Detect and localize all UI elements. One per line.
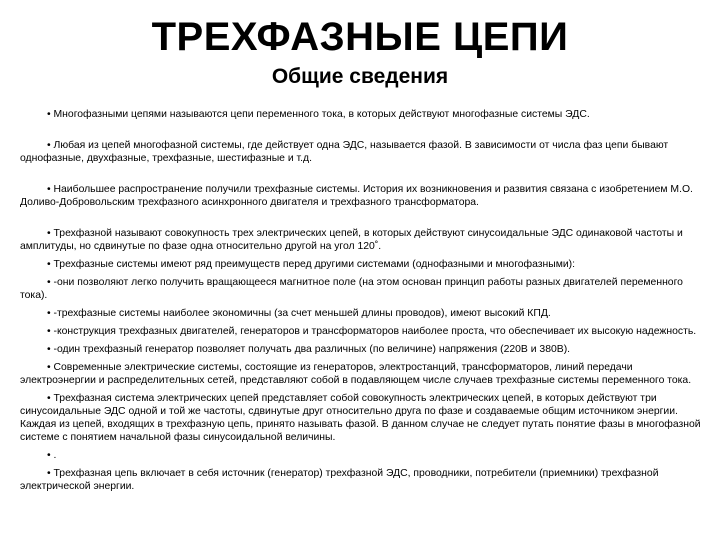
bullet-paragraph: • -один трехфазный генератор позволяет получать два различных (по величине) напряжения (220В и 380В). — [47, 344, 571, 355]
bullet-paragraph: • Современные электрические системы, состоящие из генераторов, электростанций, трансформаторов, линий передачи электроэнергии и распределительных сетей, представляют собой в подавляющем числе случаев трехфазные системы переменного тока. — [20, 362, 692, 386]
bullet-paragraph: • Трехфазные системы имеют ряд преимуществ перед другими системами (однофазными и многофазными): — [47, 259, 576, 270]
bullet-paragraph: • Наибольшее распространение получили трехфазные системы. История их возникновения и развития связана с изобретением М.О. Доливо-Добровольским трехфазного асинхронного двигателя и трехфазного трансформатора. — [20, 184, 693, 208]
bullet-paragraph: • Трехфазная цепь включает в себя источник (генератор) трехфазной ЭДС, проводники, потребители (приемники) трехфазной электрической энергии. — [20, 468, 659, 492]
slide-title: ТРЕХФАЗНЫЕ ЦЕПИ — [151, 15, 569, 59]
bullet-paragraph: • Трехфазной называют совокупность трех электрических цепей, в которых действуют синусоидальные ЭДС одинаковой частоты и амплитуды, но сдвинутые по фазе одна относительно другой на угол 120˚. — [20, 228, 683, 252]
bullet-paragraph: • Любая из цепей многофазной системы, где действует одна ЭДС, называется фазой. В зависимости от числа фаз цепи бывают однофазные, двухфазные, трехфазные, шестифазные и т.д. — [20, 140, 669, 164]
bullet-paragraph: • Многофазными цепями называются цепи переменного тока, в которых действуют многофазные системы ЭДС. — [47, 109, 590, 120]
slide-subtitle: Общие сведения — [271, 65, 449, 88]
bullet-paragraph: • -трехфазные системы наиболее экономичны (за счет меньшей длины проводов), имеют высокий КПД. — [47, 308, 551, 319]
bullet-paragraph: • -конструкция трехфазных двигателей, генераторов и трансформаторов наиболее проста, что обеспечивает их высокую надежность. — [47, 326, 697, 337]
bullet-paragraph: • Трехфазная система электрических цепей представляет собой совокупность электрических цепей, в которых действуют три синусоидальные ЭДС одной и той же частоты, сдвинутые друг относительно друга по фазе и создаваемые общим источником энергии. Каждая из цепей, входящих в трехфазную цепь, принято называть фазой. В данном случае не следует путать понятие фазы в многофазной системе с понятием начальной фазы синусоидальной величины. — [20, 393, 701, 443]
slide-body — [20, 108, 702, 493]
bullet-paragraph: • . — [47, 450, 57, 461]
bullet-paragraph: • -они позволяют легко получить вращающееся магнитное поле (на этом основан принцип работы разных двигателей переменного тока). — [20, 277, 683, 301]
